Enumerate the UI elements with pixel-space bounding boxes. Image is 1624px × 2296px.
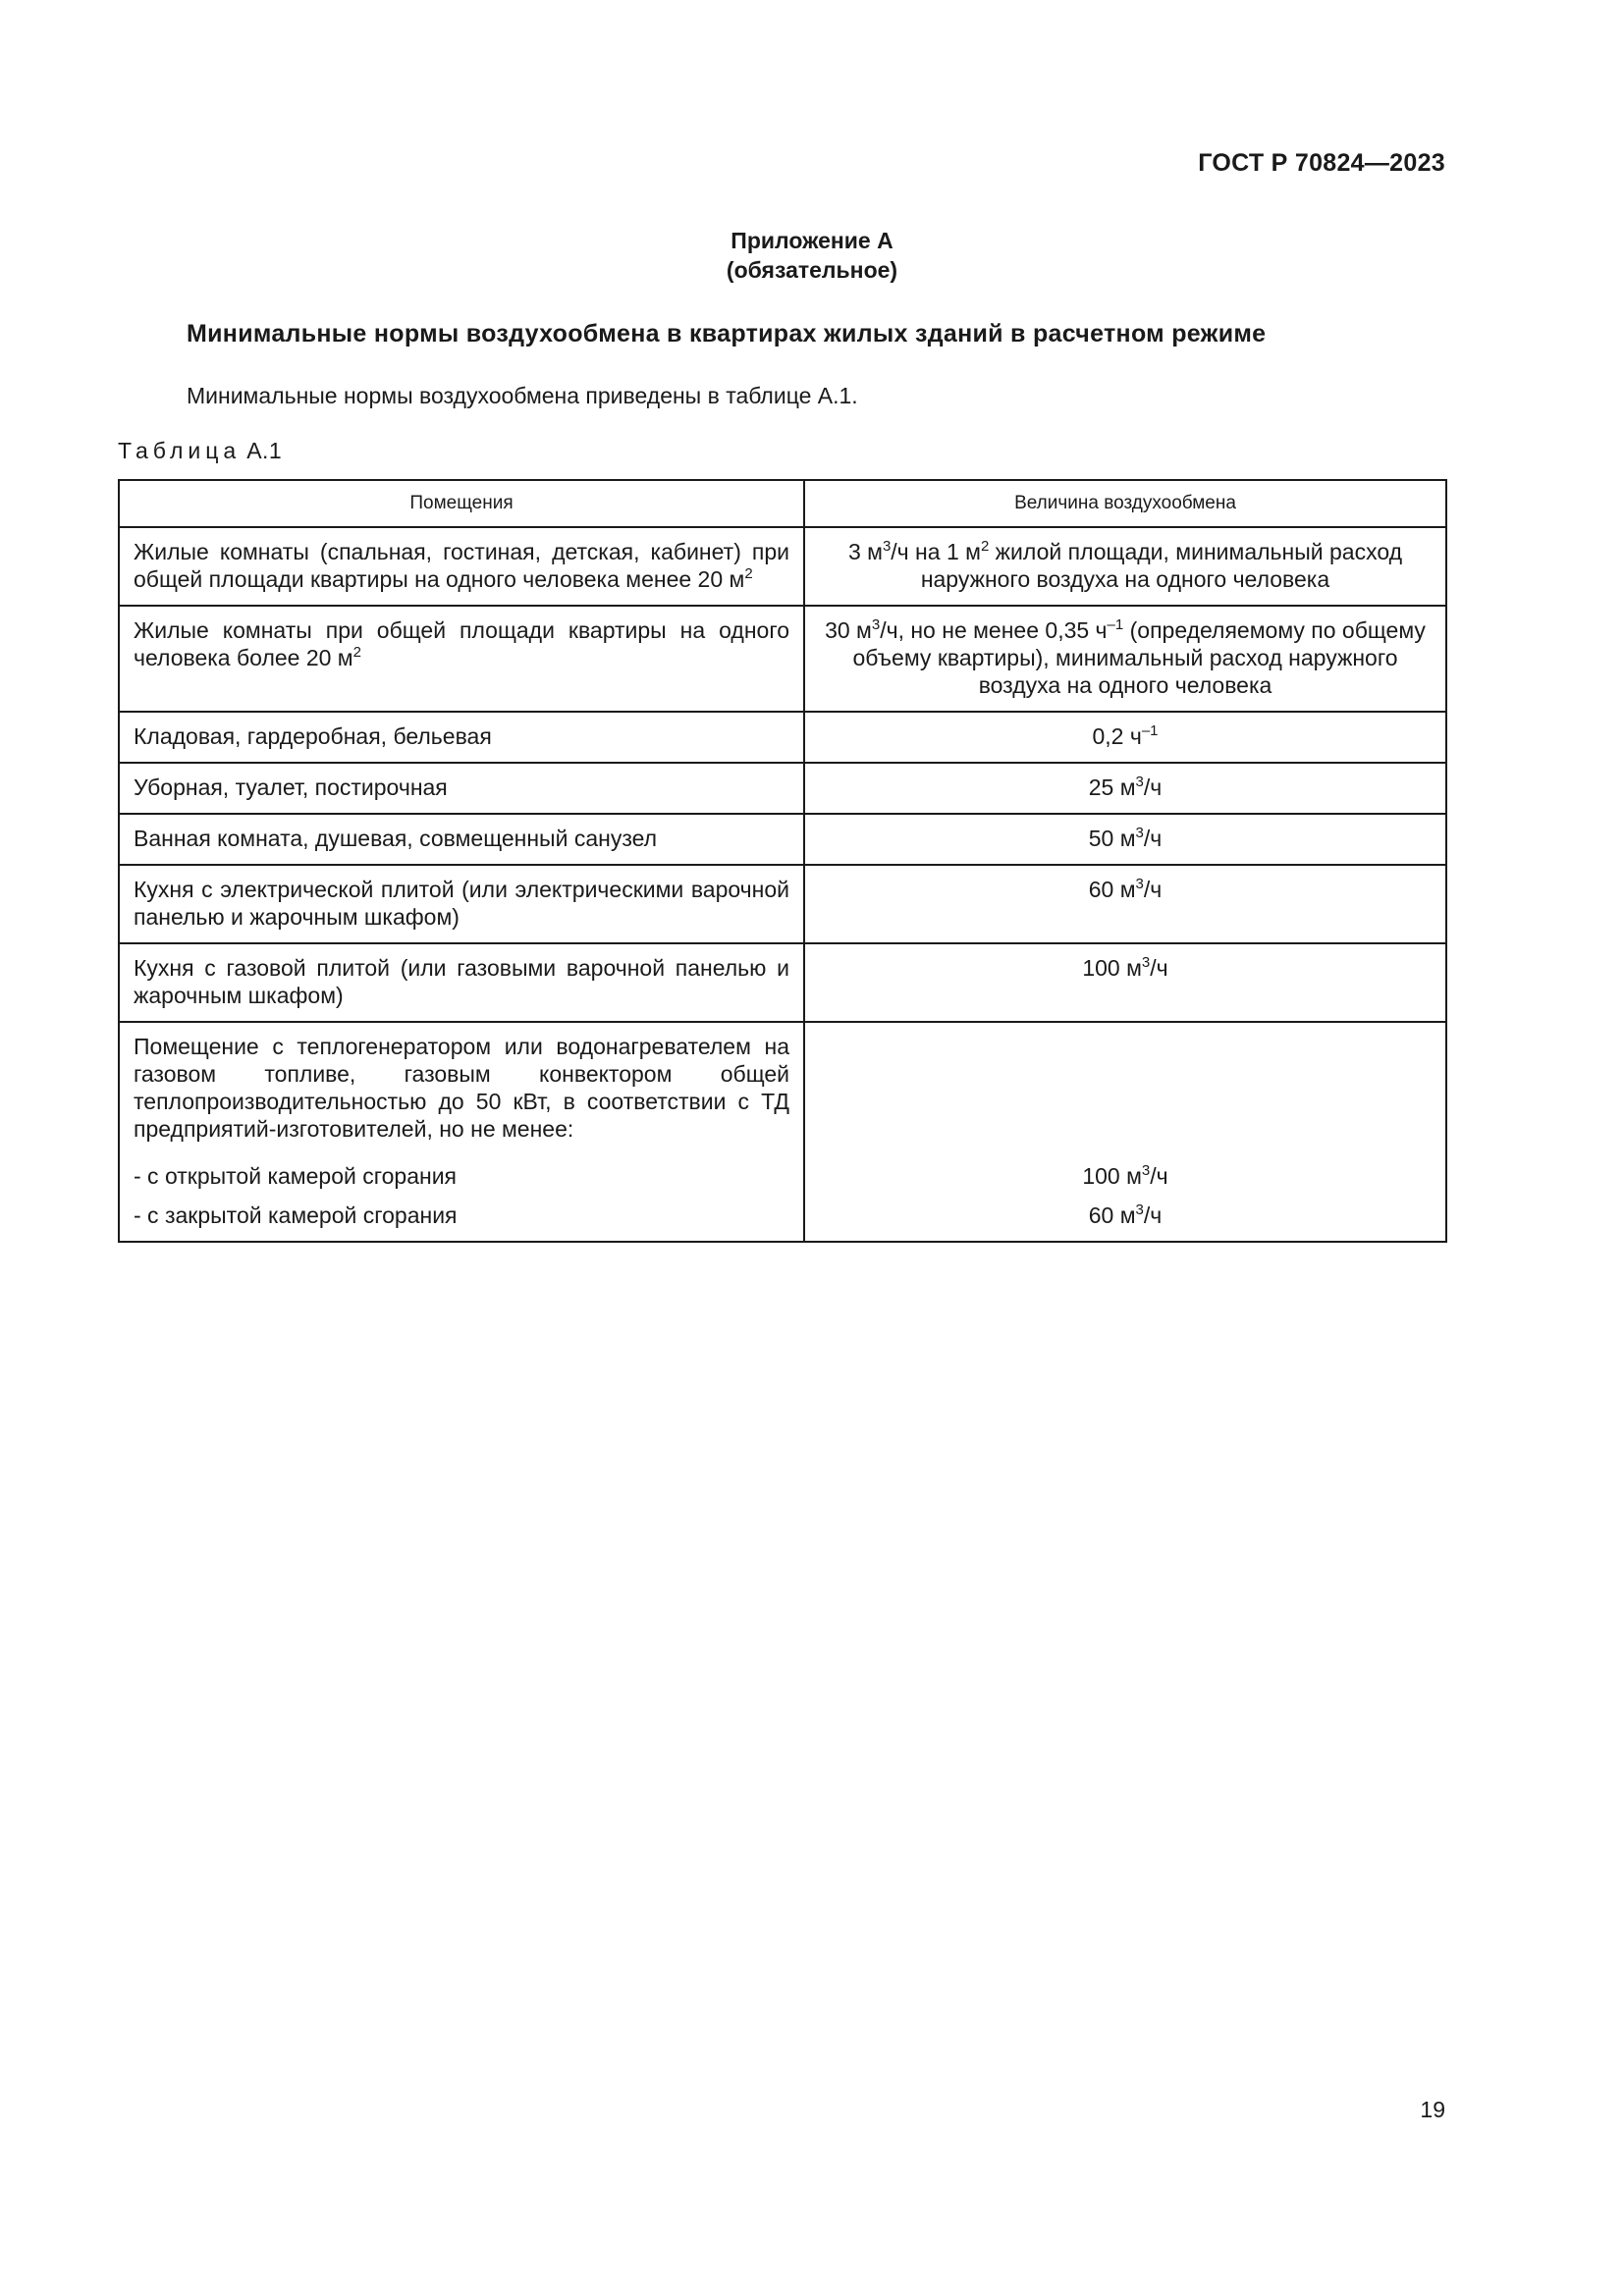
- table-caption-number: А.1: [246, 438, 283, 463]
- room-cell: Ванная комната, душевая, совмещенный санузел: [119, 814, 804, 865]
- table-caption: [118, 438, 282, 464]
- page-number: 19: [1420, 2097, 1445, 2122]
- intro-text: Минимальные нормы воздухообмена приведены в таблице А.1.: [187, 383, 858, 408]
- room-cell: Помещение с теплогенератором или водонагревателем на газовом топливе, газовым конвектором общей теплопроизводительностью до 50 кВт, в соответствии с ТД предприятий-изготовителей, но не менее:: [119, 1022, 804, 1156]
- room-cell: - с открытой камерой сгорания: [119, 1156, 804, 1196]
- table-row: [119, 865, 1446, 943]
- column-header-air-exchange: Величина воздухообмена: [804, 480, 1446, 527]
- value-cell: 25 $м^3/ч$: [804, 763, 1446, 814]
- value-cell: 3 $м^3/ч$ на 1 $м^2$ жилой площади, минимальный расход наружного воздуха на одного человека: [804, 527, 1446, 606]
- room-cell: Кладовая, гардеробная, бельевая: [119, 712, 804, 763]
- table-subrow: [119, 1156, 1446, 1196]
- table-row: [119, 943, 1446, 1022]
- table-caption-word: Таблица: [118, 438, 242, 463]
- value-cell: 100 $м^3/ч$: [804, 1156, 1446, 1196]
- value-cell: 30 $м^3/ч$, но не менее 0,35 $ч^{-1}$ (определяемому по общему объему квартиры), минимальный расход наружного воздуха на одного человека: [804, 606, 1446, 712]
- table-row: [119, 763, 1446, 814]
- value-cell: 100 $м^3/ч$: [804, 943, 1446, 1022]
- air-exchange-table: [118, 479, 1447, 1243]
- value-cell: [804, 1022, 1446, 1156]
- annex-title: Приложение А: [731, 228, 893, 253]
- table-row: [119, 712, 1446, 763]
- room-cell: Жилые комнаты (спальная, гостиная, детская, кабинет) при общей площади квартиры на одного человека менее 20 $м^2$: [119, 527, 804, 606]
- section-title: Минимальные нормы воздухообмена в квартирах жилых зданий в расчетном режиме: [187, 320, 1267, 347]
- room-cell: Жилые комнаты при общей площади квартиры на одного человека более 20 $м^2$: [119, 606, 804, 712]
- room-cell: - с закрытой камерой сгорания: [119, 1196, 804, 1242]
- table-row: [119, 606, 1446, 712]
- room-cell: Кухня с электрической плитой (или электрическими варочной панелью и жарочным шкафом): [119, 865, 804, 943]
- value-cell: 0,2 $ч^{-1}$: [804, 712, 1446, 763]
- annex-status: (обязательное): [726, 257, 898, 283]
- room-cell: Кухня с газовой плитой (или газовыми варочной панелью и жарочным шкафом): [119, 943, 804, 1022]
- document-code: ГОСТ Р 70824—2023: [1198, 149, 1445, 177]
- room-cell: Уборная, туалет, постирочная: [119, 763, 804, 814]
- annex-heading: [0, 226, 1624, 285]
- table-row: [119, 814, 1446, 865]
- table-row: [119, 527, 1446, 606]
- table-header-row: [119, 480, 1446, 527]
- column-header-rooms: Помещения: [119, 480, 804, 527]
- value-cell: 60 $м^3/ч$: [804, 865, 1446, 943]
- value-cell: 60 $м^3/ч$: [804, 1196, 1446, 1242]
- table-subrow: [119, 1196, 1446, 1242]
- table-group-heading-row: [119, 1022, 1446, 1156]
- value-cell: 50 $м^3/ч$: [804, 814, 1446, 865]
